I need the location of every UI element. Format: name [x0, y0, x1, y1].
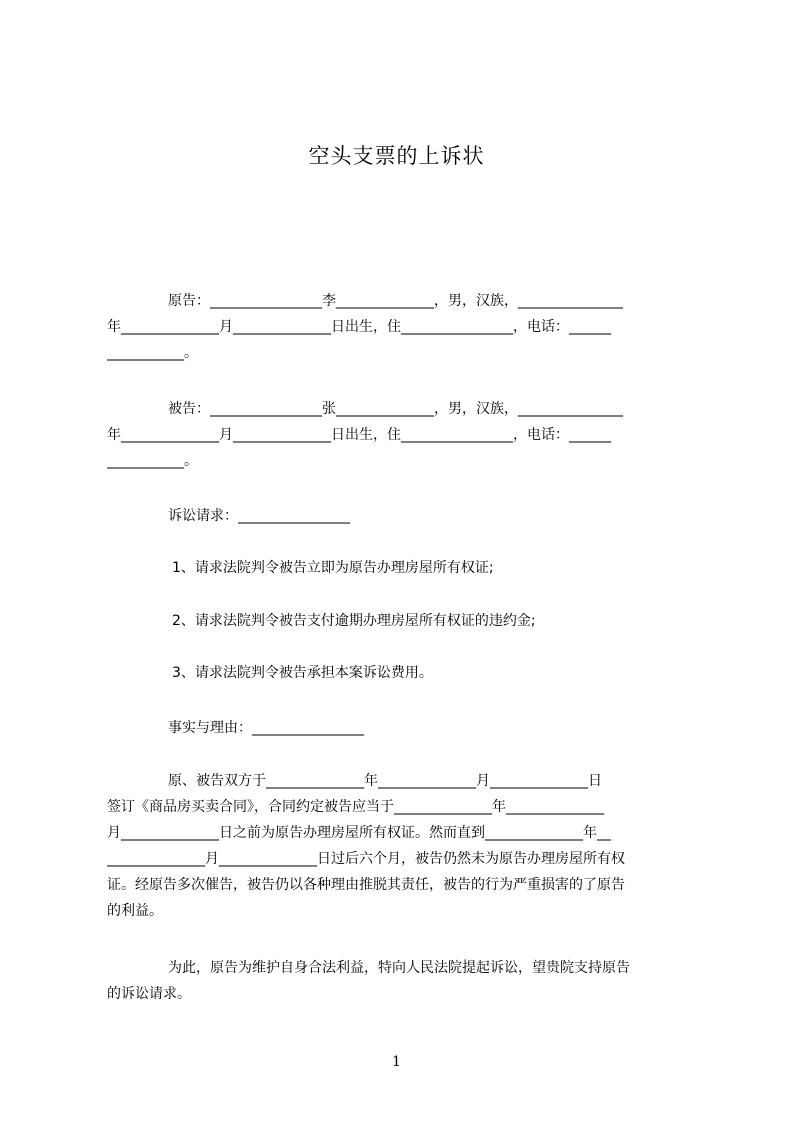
- claim-item: [107, 555, 703, 581]
- page-number: 1: [392, 1054, 401, 1070]
- facts-heading-text: 事实与理由：________________: [168, 720, 364, 736]
- conclusion-line-1: 为此，原告为维护自身合法利益，特向人民法院提起诉讼，望贵院支持原告: [168, 960, 630, 976]
- defendant-line-1: 被告：________________张______________，男，汉族，_______________: [168, 401, 623, 417]
- facts-line-6: 的利益。: [107, 903, 163, 919]
- document-title: 空头支票的上诉状: [308, 144, 485, 168]
- conclusion-paragraph: [107, 955, 703, 1007]
- claim-item-3: 3、请求法院判令被告承担本案诉讼费用。: [172, 665, 433, 681]
- facts-paragraph: [107, 768, 703, 924]
- claims-heading-text: 诉讼请求：________________: [168, 508, 350, 524]
- claims-heading: [107, 503, 703, 529]
- facts-line-4: ______________月______________日过后六个月，被告仍然未为原告办理房屋所有权: [107, 851, 625, 867]
- defendant-paragraph: [107, 396, 703, 474]
- facts-line-3: 月______________日之前为原告办理房屋所有权证。然而直到______________年__: [107, 825, 611, 841]
- claim-item-2: 2、请求法院判令被告支付逾期办理房屋所有权证的违约金;: [172, 613, 536, 629]
- plaintiff-line-2: 年______________月______________日出生，住________________，电话：______: [107, 319, 611, 335]
- plaintiff-line-1: 原告：________________李______________，男，汉族，_______________: [168, 293, 623, 309]
- plaintiff-line-3: ___________。: [107, 345, 198, 361]
- plaintiff-paragraph: [107, 288, 703, 366]
- claim-item: [107, 608, 703, 634]
- claim-item: [107, 660, 703, 686]
- conclusion-line-2: 的诉讼请求。: [107, 986, 191, 1002]
- defendant-line-2: 年______________月______________日出生，住________________，电话：______: [107, 427, 611, 443]
- facts-line-5: 证。经原告多次催告，被告仍以各种理由推脱其责任，被告的行为严重损害的了原告: [107, 877, 625, 893]
- claim-item-1: 1、请求法院判令被告立即为原告办理房屋所有权证;: [172, 560, 494, 576]
- facts-heading: [107, 715, 703, 741]
- facts-line-1: 原、被告双方于______________年______________月______________日: [168, 773, 602, 789]
- facts-line-2: 签订《商品房买卖合同》，合同约定被告应当于______________年______________: [107, 799, 604, 815]
- defendant-line-3: ___________。: [107, 453, 198, 469]
